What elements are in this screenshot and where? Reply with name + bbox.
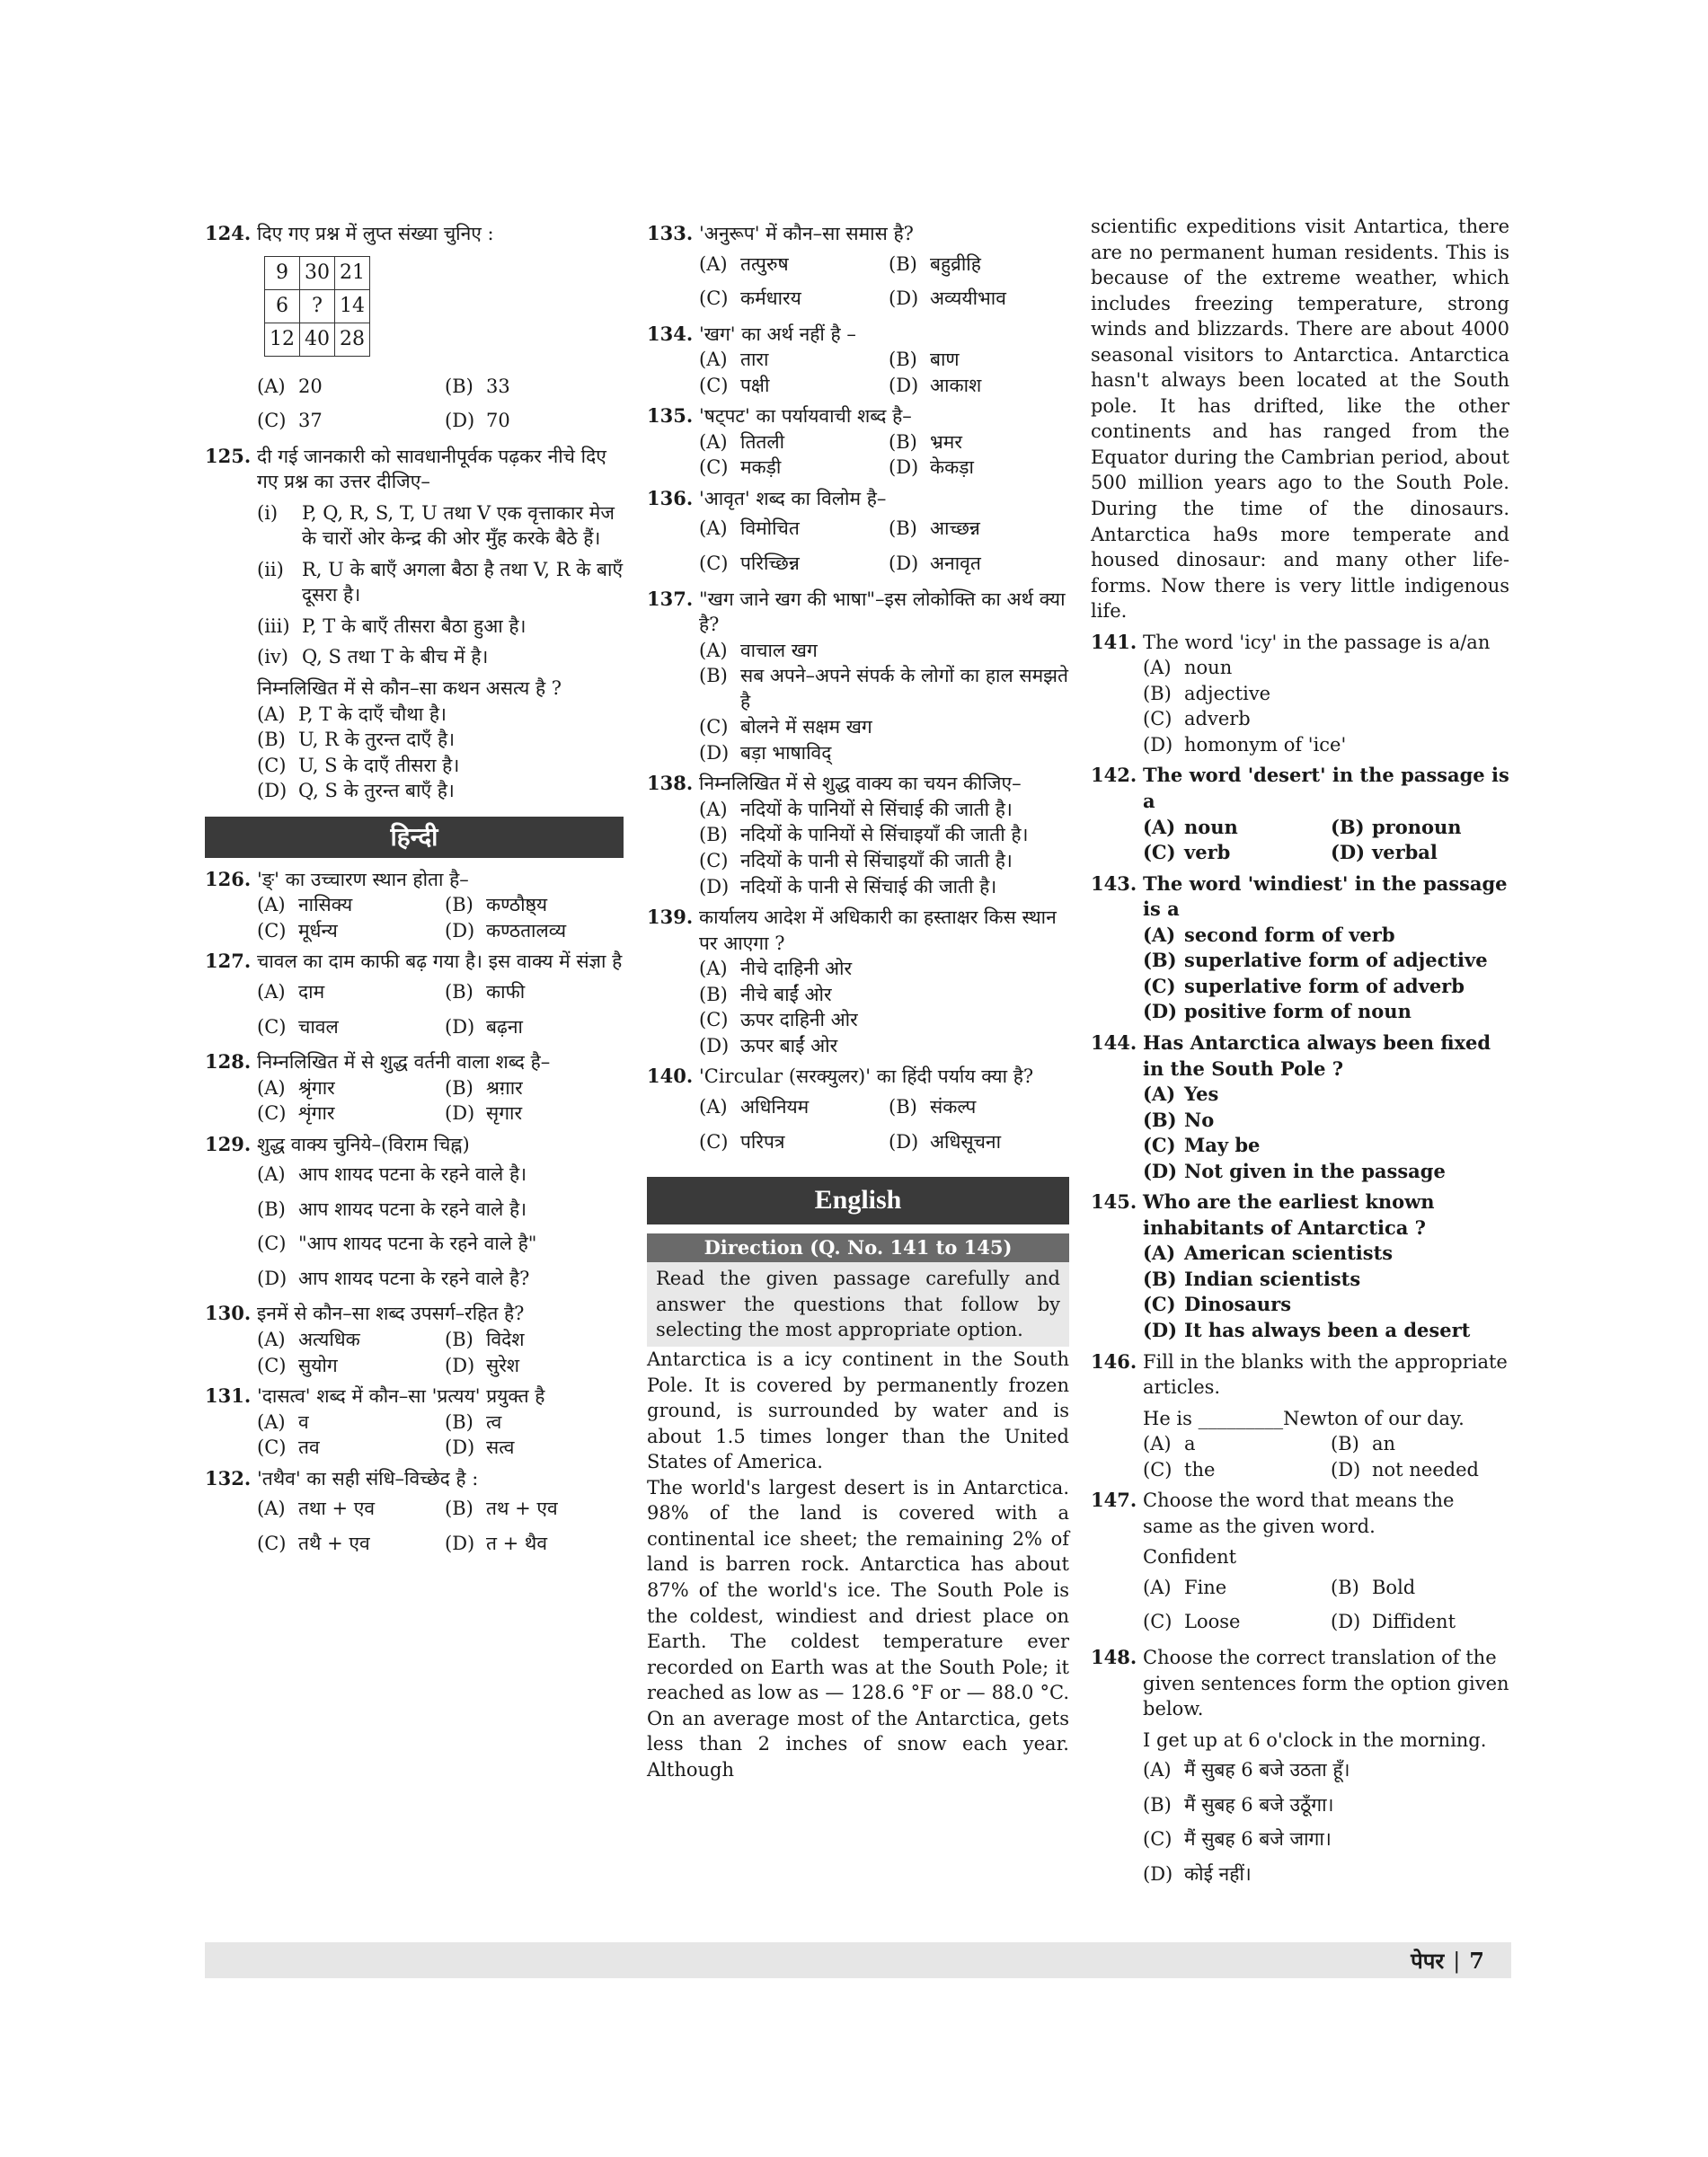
direction-heading: Direction (Q. No. 141 to 145) — [647, 1233, 1069, 1263]
page-number: 7 — [1469, 1948, 1484, 1974]
option[interactable]: (D) सृगार — [445, 1102, 523, 1125]
option[interactable]: (B) बहुव्रीहि — [889, 252, 981, 275]
question-stem: Confident — [1143, 1546, 1237, 1569]
question-124: 124. दिए गए प्रश्न में लुप्त संख्या चुनिए : — [205, 222, 494, 244]
option[interactable]: (B) Indian scientists — [1143, 1267, 1361, 1290]
option[interactable]: (B) भ्रमर — [889, 430, 962, 453]
option[interactable]: (A) नीचे दाहिनी ओर — [699, 958, 853, 980]
option[interactable]: (C) परिच्छिन्न — [699, 553, 800, 575]
option[interactable]: (C) कर्मधारय — [699, 287, 801, 310]
options-148 — [1143, 1753, 1509, 1891]
options-126 — [257, 892, 624, 943]
question-136: 136. 'आवृत' शब्द का विलोम है– — [647, 486, 887, 509]
question-129: 129. शुद्ध वाक्य चुनिये–(विराम चिह्न) — [205, 1132, 470, 1155]
option[interactable]: (A) American scientists — [1143, 1242, 1394, 1265]
option[interactable]: (A) अत्यधिक — [257, 1329, 360, 1351]
question-145: 145. Who are the earliest known inhabitants of Antarctica ? — [1091, 1190, 1435, 1239]
options-143 — [1143, 923, 1509, 1025]
option[interactable]: (B) आप शायद पटना के रहने वाले है। — [257, 1198, 527, 1220]
option[interactable]: (D) It has always been a desert — [1143, 1318, 1471, 1341]
option[interactable]: (C) May be — [1143, 1134, 1261, 1157]
option[interactable]: (D) अधिसूचना — [889, 1130, 1002, 1153]
option[interactable]: (A) आप शायद पटना के रहने वाले है। — [257, 1163, 527, 1186]
option[interactable]: (D) positive form of noun — [1143, 1000, 1412, 1023]
question-143: 143. The word 'windiest' in the passage is a — [1091, 871, 1508, 921]
question-135: 135. 'षट्पट' का पर्यायवाची शब्द है– — [647, 404, 912, 428]
option[interactable]: (D) सत्व — [445, 1437, 515, 1459]
question-stem: निम्नलिखित में से कौन–सा कथन असत्य है ? — [257, 677, 562, 700]
option[interactable]: (A) P, T के दाएँ चौथा है। — [257, 703, 447, 725]
question-137: 137. "खग जाने खग की भाषा"–इस लोकोक्ति का अर्थ क्या है? — [647, 587, 1066, 636]
question-134: 134. 'खग' का अर्थ नहीं है – — [647, 322, 856, 345]
option[interactable]: (D) ऊपर बाईं ओर — [699, 1034, 838, 1056]
options-125 — [257, 702, 624, 804]
option[interactable]: (B) विदेश — [445, 1329, 525, 1351]
grid-cell: 28 — [335, 323, 370, 356]
grid-cell: 21 — [335, 256, 370, 289]
options-133 — [699, 247, 1069, 316]
question-139: 139. कार्यालय आदेश में अधिकारी का हस्ताक्षर किस स्थान पर आएगा ? — [647, 906, 1057, 954]
question-131: 131. 'दासत्व' शब्द में कौन–सा 'प्रत्यय' प्रयुक्त है — [205, 1384, 545, 1408]
option[interactable]: (B) मैं सुबह 6 बजे उठूँगा। — [1143, 1793, 1334, 1816]
grid-cell: 40 — [300, 323, 335, 356]
option[interactable]: (C) मकड़ी — [699, 456, 782, 479]
options-146 — [1143, 1431, 1509, 1482]
column-1 — [205, 216, 624, 1560]
option[interactable]: (B) नीचे बाईं ओर — [699, 983, 832, 1005]
option[interactable]: (A) 20 — [257, 375, 323, 397]
option[interactable]: (D) त + थैव — [445, 1532, 548, 1554]
section-heading-english: English — [647, 1177, 1069, 1224]
option[interactable]: (C) "आप शायद पटना के रहने वाले है" — [257, 1233, 537, 1255]
option[interactable]: (C) पक्षी — [699, 374, 770, 396]
option[interactable]: (A) noun — [1143, 815, 1238, 838]
option[interactable]: (D) Diffident — [1331, 1611, 1456, 1633]
options-131 — [257, 1410, 624, 1461]
column-2 — [647, 216, 1069, 1782]
options-127 — [257, 975, 624, 1044]
footer-label-text: पेपर — [1411, 1948, 1445, 1974]
footer-bar — [205, 1942, 1511, 1978]
option[interactable]: (B) 33 — [445, 375, 510, 397]
grid-cell: 9 — [265, 256, 300, 289]
direction-box — [647, 1233, 1069, 1347]
option[interactable]: (A) वाचाल खग — [699, 639, 818, 661]
question-144: 144. Has Antarctica always been fixed in the South Pole ? — [1091, 1030, 1491, 1080]
option[interactable]: (C) 37 — [257, 410, 323, 432]
option[interactable]: (C) the — [1143, 1458, 1216, 1481]
options-129 — [257, 1157, 624, 1295]
option[interactable]: (B) कण्ठौष्ठ्य — [445, 894, 548, 916]
option[interactable]: (A) second form of verb — [1143, 923, 1395, 946]
option[interactable]: (B) superlative form of adjective — [1143, 949, 1488, 972]
option[interactable]: (D) कोई नहीं। — [1143, 1862, 1252, 1885]
option[interactable]: (A) तथा + एव — [257, 1498, 376, 1520]
option[interactable]: (A) अधिनियम — [699, 1095, 810, 1118]
footer-page-label: पेपर | 7 — [1411, 1948, 1484, 1974]
option[interactable]: (D) homonym of 'ice' — [1143, 733, 1347, 756]
option[interactable]: (B) U, R के तुरन्त दाएँ है। — [257, 729, 456, 751]
options-132 — [257, 1491, 624, 1560]
option[interactable]: (A) noun — [1143, 657, 1233, 679]
options-137 — [699, 638, 1069, 766]
options-138 — [699, 797, 1069, 899]
option[interactable]: (D) Not given in the passage — [1143, 1159, 1446, 1182]
question-147: 147. Choose the word that means the same as the given word. — [1091, 1489, 1455, 1537]
option[interactable]: (A) नासिक्य — [257, 894, 353, 916]
option[interactable]: (B) त्व — [445, 1410, 502, 1433]
options-134 — [699, 347, 1069, 398]
option[interactable]: (C) U, S के दाएँ तीसरा है। — [257, 754, 460, 776]
option[interactable]: (B) adjective — [1143, 682, 1271, 704]
option[interactable]: (C) बोलने में सक्षम खग — [699, 716, 872, 738]
option[interactable]: (A) तारा — [699, 349, 769, 371]
statement-item: (ii) R, U के बाएँ अगला बैठा है तथा V, R के बाएँ दूसरा है। — [257, 558, 624, 606]
question-146: 146. Fill in the blanks with the appropriate articles. — [1091, 1349, 1508, 1399]
option[interactable]: (B) श्रग़ार — [445, 1076, 523, 1099]
option[interactable]: (C) परिपत्र — [699, 1130, 785, 1153]
grid-cell: 30 — [300, 256, 335, 289]
option[interactable]: (C) Dinosaurs — [1143, 1293, 1292, 1316]
question-130: 130. इनमें से कौन–सा शब्द उपसर्ग–रहित है? — [205, 1302, 525, 1325]
grid-cell: 14 — [335, 289, 370, 323]
option[interactable]: (A) Yes — [1143, 1083, 1219, 1106]
option[interactable]: (A) तितली — [699, 430, 785, 453]
option[interactable]: (C) verb — [1143, 841, 1231, 864]
option[interactable]: (B) No — [1143, 1108, 1215, 1131]
options-141 — [1143, 655, 1509, 757]
option[interactable]: (C) adverb — [1143, 708, 1251, 730]
option[interactable]: (D) आकाश — [889, 374, 982, 396]
option[interactable]: (D) not needed — [1331, 1458, 1479, 1481]
option[interactable]: (D) बढ़ना — [445, 1015, 523, 1038]
option[interactable]: (A) दाम — [257, 981, 325, 1003]
option[interactable]: (C) superlative form of adverb — [1143, 974, 1465, 997]
option[interactable]: (D) आप शायद पटना के रहने वाले है? — [257, 1267, 530, 1289]
grid-cell: ? — [300, 289, 335, 323]
option[interactable]: (C) सुयोग — [257, 1354, 338, 1376]
question-128: 128. निम्नलिखित में से शुद्ध वर्तनी वाला शब्द है– — [205, 1050, 551, 1074]
passage-paragraph-1: Antarctica is a icy continent in the South Pole. It is covered by permanently frozen ground, is surrounded by water and is about 1.5 times longer than the United States of America. — [647, 1348, 1069, 1473]
option[interactable]: (D) verbal — [1331, 841, 1438, 864]
question-125: 125. दी गई जानकारी को सावधानीपूर्वक पढ़कर नीचे दिए गए प्रश्न का उत्तर दीजिए– — [205, 444, 606, 493]
option[interactable]: (B) बाण — [889, 349, 960, 371]
option[interactable]: (D) अनावृत — [889, 553, 981, 575]
option[interactable]: (B) संकल्प — [889, 1095, 977, 1118]
option[interactable]: (A) नदियों के पानियों से सिंचाई की जाती है। — [699, 798, 1013, 820]
column-3 — [1091, 214, 1509, 1891]
option[interactable]: (C) मैं सुबह 6 बजे जागा। — [1143, 1828, 1332, 1851]
option[interactable]: (B) आच्छन्न — [889, 517, 980, 540]
question-126: 126. 'ङ्' का उच्चारण स्थान होता है– — [205, 867, 469, 890]
option[interactable]: (B) तथ + एव — [445, 1498, 558, 1520]
option[interactable]: (B) सब अपने–अपने संपर्क के लोगों का हाल समझते है — [699, 665, 1068, 712]
option[interactable]: (D) नदियों के पानी से सिंचाई की जाती है। — [699, 875, 997, 897]
option[interactable]: (C) नदियों के पानी से सिंचाइयाँ की जाती है। — [699, 850, 1013, 872]
options-135 — [699, 429, 1069, 481]
option[interactable]: (B) Bold — [1331, 1576, 1416, 1598]
direction-text: Read the given passage carefully and answer the questions that follow by selecting the most appropriate option. — [656, 1268, 1060, 1341]
option[interactable]: (C) ऊपर दाहिनी ओर — [699, 1009, 858, 1031]
option[interactable]: (D) 70 — [445, 410, 510, 432]
option[interactable]: (A) मैं सुबह 6 बजे उठता हूँ। — [1143, 1759, 1350, 1781]
option[interactable]: (A) तत्पुरुष — [699, 252, 789, 275]
statement-item: (iv) Q, S तथा T के बीच में है। — [257, 646, 489, 668]
option[interactable]: (B) pronoun — [1331, 815, 1462, 838]
passage-paragraph-3: scientific expeditions visit Antartica, there are no permanent human residents. This is because of the extreme weather, which includes freezing temperature, strong winds and blizzards. There are about 4000 seasonal visitors to Antarctica. Antarctica hasn't always been located at the South pole. It has drifted, like the other continents and has ranged from the Equator during the Cambrian period, about 500 million years ago to the South Pole. During the time of the dinosaurs. Antarctica ha9s more temperate and housed dinosaur: and many other life-forms. Now there is very little indigenous life. — [1091, 216, 1509, 623]
options-124 — [257, 369, 624, 438]
option[interactable]: (A) a — [1143, 1433, 1196, 1455]
question-stem: He is _________Newton of our day. — [1143, 1407, 1465, 1429]
option[interactable]: (C) तथै + एव — [257, 1532, 370, 1554]
options-136 — [699, 511, 1069, 580]
statement-item: (i) P, Q, R, S, T, U तथा V एक वृत्ताकार मेज के चारों ओर केन्द्र की ओर मुँह करके बैठे हैं। — [257, 501, 615, 550]
option[interactable]: (B) an — [1331, 1433, 1396, 1455]
options-142 — [1143, 815, 1509, 866]
option[interactable]: (D) केकड़ा — [889, 456, 974, 479]
question-133: 133. 'अनुरूप' में कौन–सा समास है? — [647, 222, 914, 244]
option[interactable]: (B) काफी — [445, 981, 526, 1003]
passage-paragraph-2: The world's largest desert is in Antarctica. 98% of the land is covered with a continental ice sheet; the remaining 2% of land is barren rock. Antarctica has about 87% of the world's ice. The South Pole is the coldest, windiest and driest place on Earth. The coldest temperature ever recorded on Earth was at the South Pole; it reached as low as — 128.6 °F or — 88.0 °C. On an average most of the Antarctica, gets less than 2 inches of snow each year. Although — [647, 1476, 1069, 1781]
options-147 — [1143, 1570, 1509, 1640]
question-142: 142. The word 'desert' in the passage is a — [1091, 764, 1509, 813]
number-grid — [264, 256, 370, 357]
question-140: 140. 'Circular (सरक्युलर)' का हिंदी पर्याय क्या है? — [647, 1065, 1034, 1088]
question-stem: I get up at 6 o'clock in the morning. — [1143, 1728, 1487, 1751]
options-139 — [699, 956, 1069, 1058]
options-128 — [257, 1075, 624, 1127]
question-148: 148. Choose the correct translation of the given sentences form the option given below. — [1091, 1645, 1509, 1720]
option[interactable]: (D) कण्ठतालव्य — [445, 919, 567, 941]
section-heading-hindi: हिन्दी — [205, 817, 624, 858]
option[interactable]: (A) श्रृंगार — [257, 1076, 335, 1099]
statement-item: (iii) P, T के बाएँ तीसरा बैठा हुआ है। — [257, 614, 527, 637]
option[interactable]: (C) Loose — [1143, 1611, 1241, 1633]
options-145 — [1143, 1241, 1509, 1343]
option[interactable]: (A) विमोचित — [699, 517, 800, 540]
question-141: 141. The word 'icy' in the passage is a/an — [1091, 630, 1491, 653]
options-140 — [699, 1090, 1069, 1159]
option[interactable]: (A) Fine — [1143, 1576, 1227, 1598]
option[interactable]: (C) मूर्धन्य — [257, 919, 338, 941]
option[interactable]: (D) सुरेश — [445, 1354, 520, 1376]
question-138: 138. निम्नलिखित में से शुद्ध वाक्य का चयन कीजिए– — [647, 772, 1022, 795]
grid-cell: 6 — [265, 289, 300, 323]
option[interactable]: (C) शृंगार — [257, 1102, 335, 1125]
options-144 — [1143, 1082, 1509, 1184]
option[interactable]: (B) नदियों के पानियों से सिंचाइयाँ की जाती है। — [699, 824, 1029, 846]
option[interactable]: (C) तव — [257, 1437, 320, 1459]
option[interactable]: (D) Q, S के तुरन्त बाएँ है। — [257, 780, 455, 802]
option[interactable]: (C) चावल — [257, 1015, 339, 1038]
options-130 — [257, 1327, 624, 1378]
grid-cell: 12 — [265, 323, 300, 356]
option[interactable]: (A) व — [257, 1410, 309, 1433]
question-132: 132. 'तथैव' का सही संधि–विच्छेद है : — [205, 1466, 479, 1490]
option[interactable]: (D) अव्ययीभाव — [889, 287, 1006, 310]
option[interactable]: (D) बड़ा भाषाविद् — [699, 741, 832, 764]
question-127: 127. चावल का दाम काफी बढ़ गया है। इस वाक्य में संज्ञा है — [205, 950, 623, 973]
